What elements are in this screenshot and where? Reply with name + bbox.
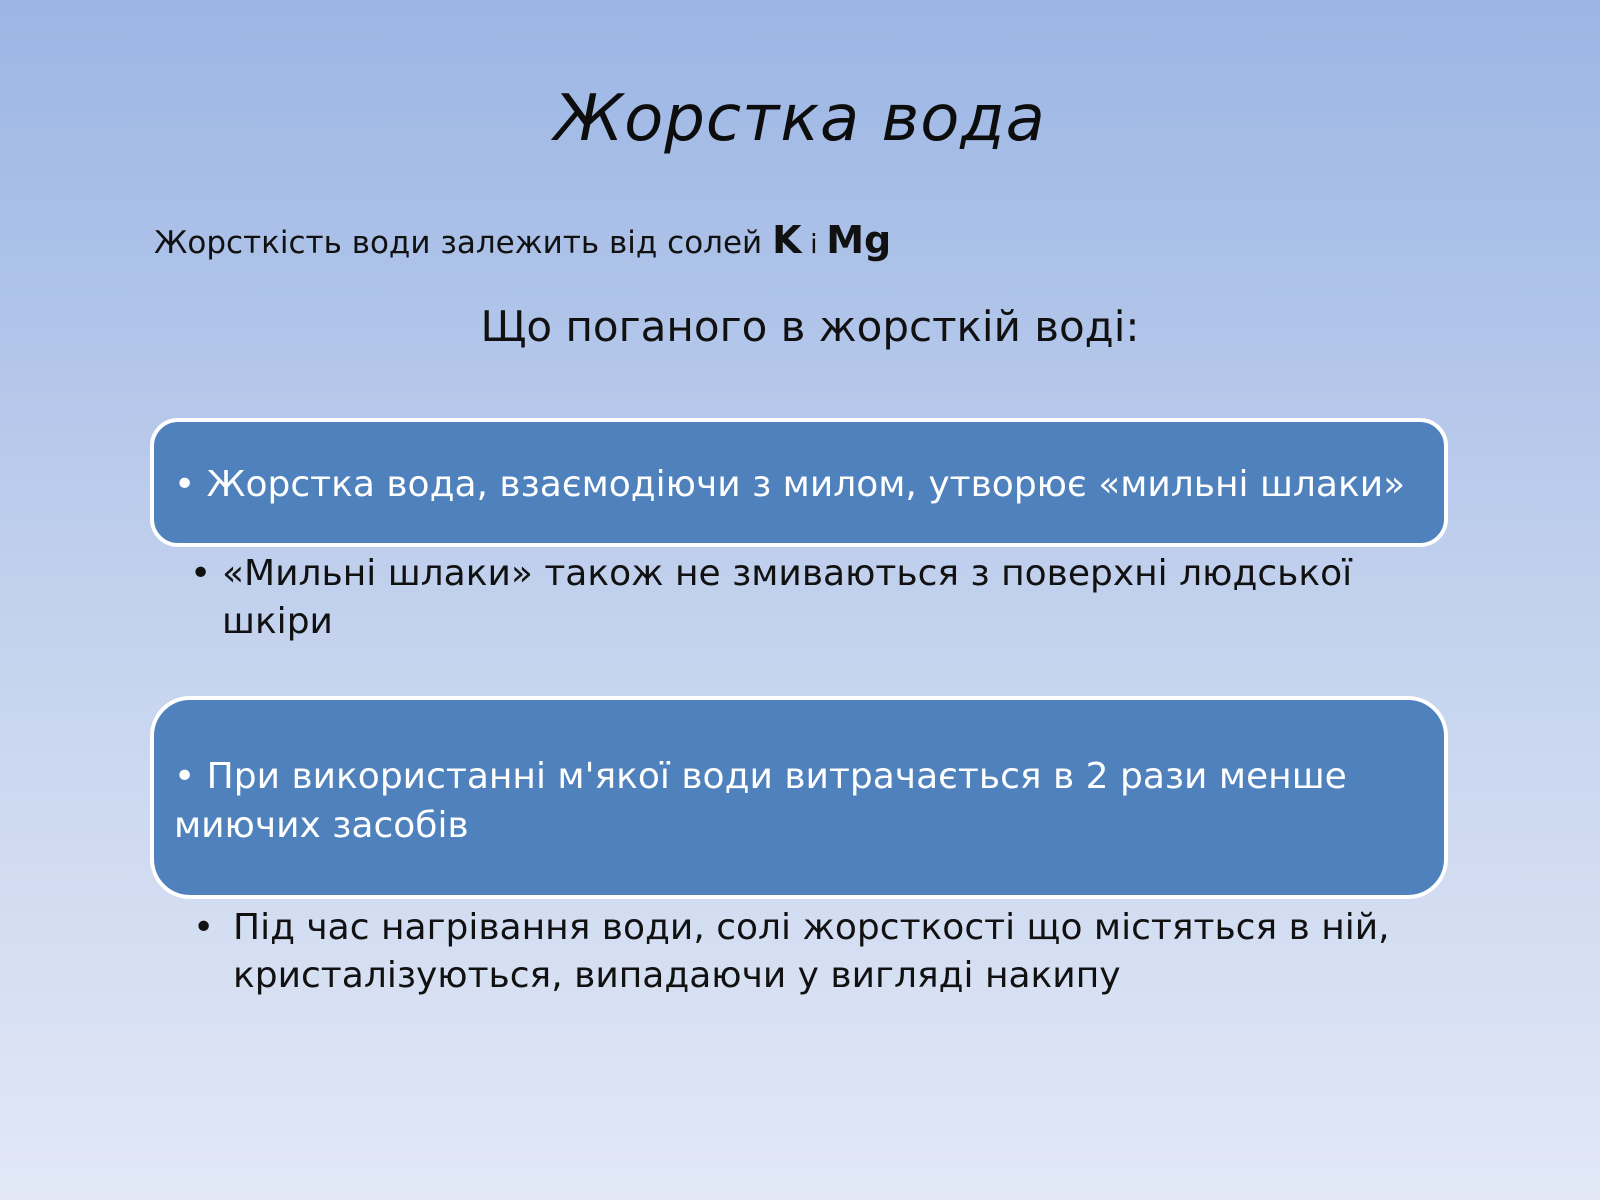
slide-title: Жорстка вода (554, 82, 1046, 156)
element-potassium: K (772, 218, 802, 262)
highlight-box-soap-slag (150, 418, 1448, 547)
bullet: • (193, 907, 215, 948)
element-magnesium: Mg (826, 218, 892, 262)
intro-text: Жорсткість води залежить від солей (154, 225, 773, 261)
highlight-box-text: • При використанні м'якої води витрачається в 2 рази менше миючих засобів (174, 756, 1347, 846)
subheading: Що поганого в жорсткій воді: (480, 302, 1140, 351)
highlight-box-detergents (150, 696, 1448, 899)
sub-point-scale (193, 904, 1393, 1000)
sub-point-text: «Мильні шлаки» також не змиваються з поверхні людської шкіри (222, 553, 1353, 642)
intro-connector: і (801, 229, 827, 260)
bullet: • (190, 553, 212, 594)
sub-point-text: Під час нагрівання води, солі жорсткості що містяться в ній, кристалізуються, випадаючи у вигляді накипу (233, 907, 1390, 996)
sub-point-skin (190, 550, 1370, 646)
intro-line (154, 218, 891, 262)
highlight-box-text: • Жорстка вода, взаємодіючи з милом, утворює «мильні шлаки» (174, 464, 1406, 505)
